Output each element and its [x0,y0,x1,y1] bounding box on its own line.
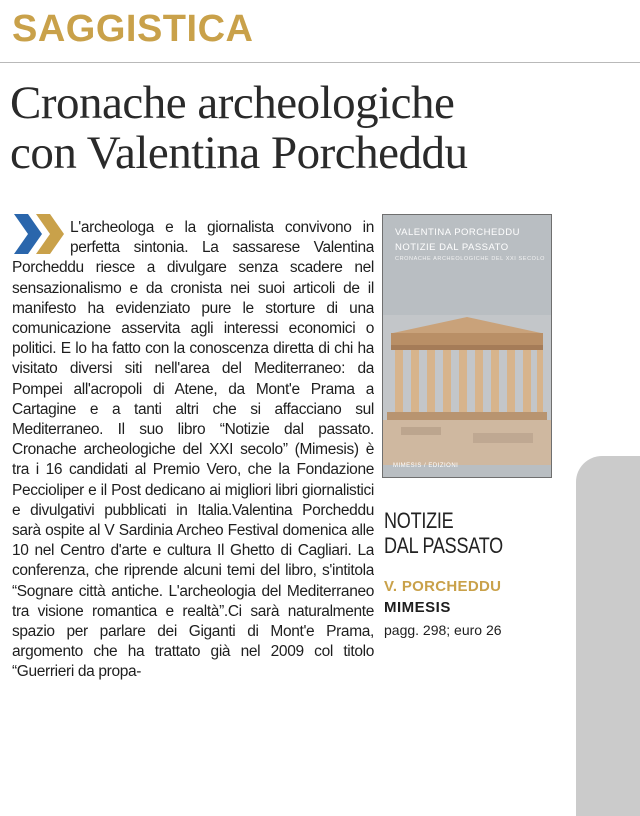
page-curl [576,456,640,816]
article-body [12,218,374,800]
headline [10,78,630,178]
book-title-line-1: NOTIZIE [384,508,454,533]
book-author: V. PORCHEDDU [384,578,502,595]
chevron-spacer [12,218,70,258]
cover-publisher: MIMESIS / EDIZIONI [393,463,459,469]
article-text: L'archeologa e la giornalista convivono in perfetta sintonia. La sassarese Valentina Porcheddu riesce a divulgare senza scadere nel sensazionalismo e da cronista nei suoi articoli de il manifesto ha evidenziato pure le storture di una comunicazione asservita agli interessi economici o politici. E lo ha fatto con la conoscenza diretta di chi ha visitato diversi siti nell'area del Mediterraneo: da Pompei all'acropoli di Atene, da Mont'e Prama a Cartagine e a tanti altri che si affacciano sul Mediterraneo. Il suo libro “Notizie dal passato. Cronache archeologiche del XXI secolo” (Mimesis) è tra i 16 candidati al Premio Vero, che la Fondazione Peccioliper e il Post dedicano ai migliori libri giornalistici e divulgativi pubblicati in Italia.Valentina Porcheddu sarà ospite al V Sardinia Archeo Festival domenica alle 10 nel Centro d'arte e cultura Il Ghetto di Cagliari. La conferenza, che riprende alcuni temi del libro, s'intitola “Sognare città antiche. L'archeologia del Mediterraneo tra visione romantica e realtà”.Ci sarà naturalmente spazio per parlare dei Giganti di Mont'e Prama, argomento che ha trattato già nel 2009 col titolo “Guerrieri da propa- [12,219,374,681]
book-title [384,508,503,558]
headline-line-1: Cronache archeologiche [10,77,455,129]
headline-line-2: con Valentina Porcheddu [10,127,468,179]
parthenon-illustration [383,315,551,465]
cover-author: VALENTINA PORCHEDDU [395,227,520,238]
section-label: SAGGISTICA [12,8,254,50]
book-cover [382,214,552,478]
book-publisher: MIMESIS [384,599,451,616]
book-title-line-2: DAL PASSATO [384,533,503,558]
section-divider [0,62,640,63]
book-info: pagg. 298; euro 26 [384,622,502,638]
cover-subtitle: CRONACHE ARCHEOLOGICHE DEL XXI SECOLO [395,256,546,262]
cover-title: NOTIZIE DAL PASSATO [395,242,509,253]
